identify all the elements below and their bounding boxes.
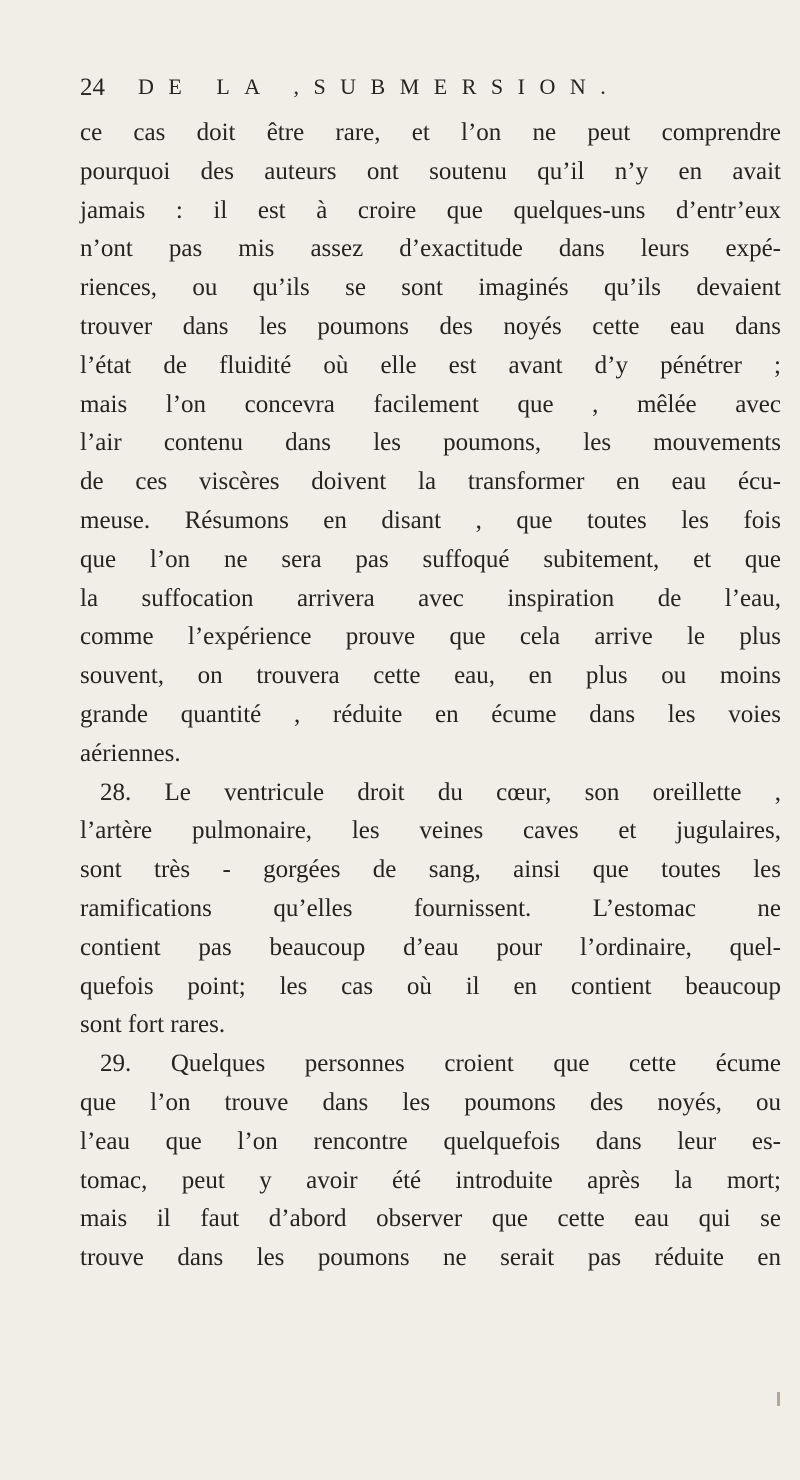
text-line: l’eau que l’on rencontre quelquefois dans leur es- — [80, 1127, 781, 1155]
page-number: 24 — [80, 74, 105, 101]
paragraph-29-start: 29. Quelques personnes croient que cette écume — [100, 1050, 781, 1078]
paragraph-28-start: 28. Le ventricule droit du cœur, son oreillette , — [100, 778, 781, 806]
text-line: tomac, peut y avoir été introduite après la mort; — [80, 1166, 781, 1194]
page-header — [80, 74, 720, 112]
text-line: ce cas doit être rare, et l’on ne peut comprendre — [80, 119, 781, 146]
text-line: l’air contenu dans les poumons, les mouvements — [80, 429, 781, 457]
text-line: jamais : il est à croire que quelques-uns d’entr’eux — [80, 196, 781, 224]
text-line: sont fort rares. — [80, 1011, 226, 1039]
text-line: pourquoi des auteurs ont soutenu qu’il n’y en avait — [80, 157, 781, 185]
text-line: sont très - gorgées de sang, ainsi que toutes les — [80, 856, 781, 884]
text-line: meuse. Résumons en disant , que toutes les fois — [80, 506, 781, 534]
text-line: de ces viscères doivent la transformer en eau écu- — [80, 468, 781, 496]
text-line: comme l’expérience prouve que cela arrive le plus — [80, 623, 781, 651]
paper-blemish — [777, 1392, 780, 1406]
text-line: n’ont pas mis assez d’exactitude dans leurs expé- — [80, 235, 781, 263]
text-line: que l’on trouve dans les poumons des noyés, ou — [80, 1088, 781, 1116]
text-line: l’artère pulmonaire, les veines caves et jugulaires, — [80, 817, 781, 845]
text-line: quefois point; les cas où il en contient beaucoup — [80, 972, 781, 1000]
text-line: contient pas beaucoup d’eau pour l’ordinaire, quel- — [80, 933, 781, 961]
text-line: grande quantité , réduite en écume dans les voies — [80, 700, 781, 728]
text-line: mais l’on concevra facilement que , mêlée avec — [80, 390, 781, 418]
text-line: trouver dans les poumons des noyés cette eau dans — [80, 312, 781, 340]
text-line: trouve dans les poumons ne serait pas réduite en — [80, 1244, 781, 1272]
text-line: ramifications qu’elles fournissent. L’estomac ne — [80, 894, 781, 922]
text-line: la suffocation arrivera avec inspiration de l’eau, — [80, 584, 781, 612]
body-text — [80, 114, 790, 1278]
text-line: que l’on ne sera pas suffoqué subitement, et que — [80, 545, 781, 573]
text-line: aériennes. — [80, 739, 181, 767]
text-line: souvent, on trouvera cette eau, en plus ou moins — [80, 662, 781, 690]
text-line: riences, ou qu’ils se sont imaginés qu’ils devaient — [80, 274, 781, 302]
running-title: DE LA ,SUBMERSION. — [138, 74, 621, 99]
text-line: l’état de fluidité où elle est avant d’y pénétrer ; — [80, 351, 781, 379]
text-line: mais il faut d’abord observer que cette eau qui se — [80, 1205, 781, 1233]
